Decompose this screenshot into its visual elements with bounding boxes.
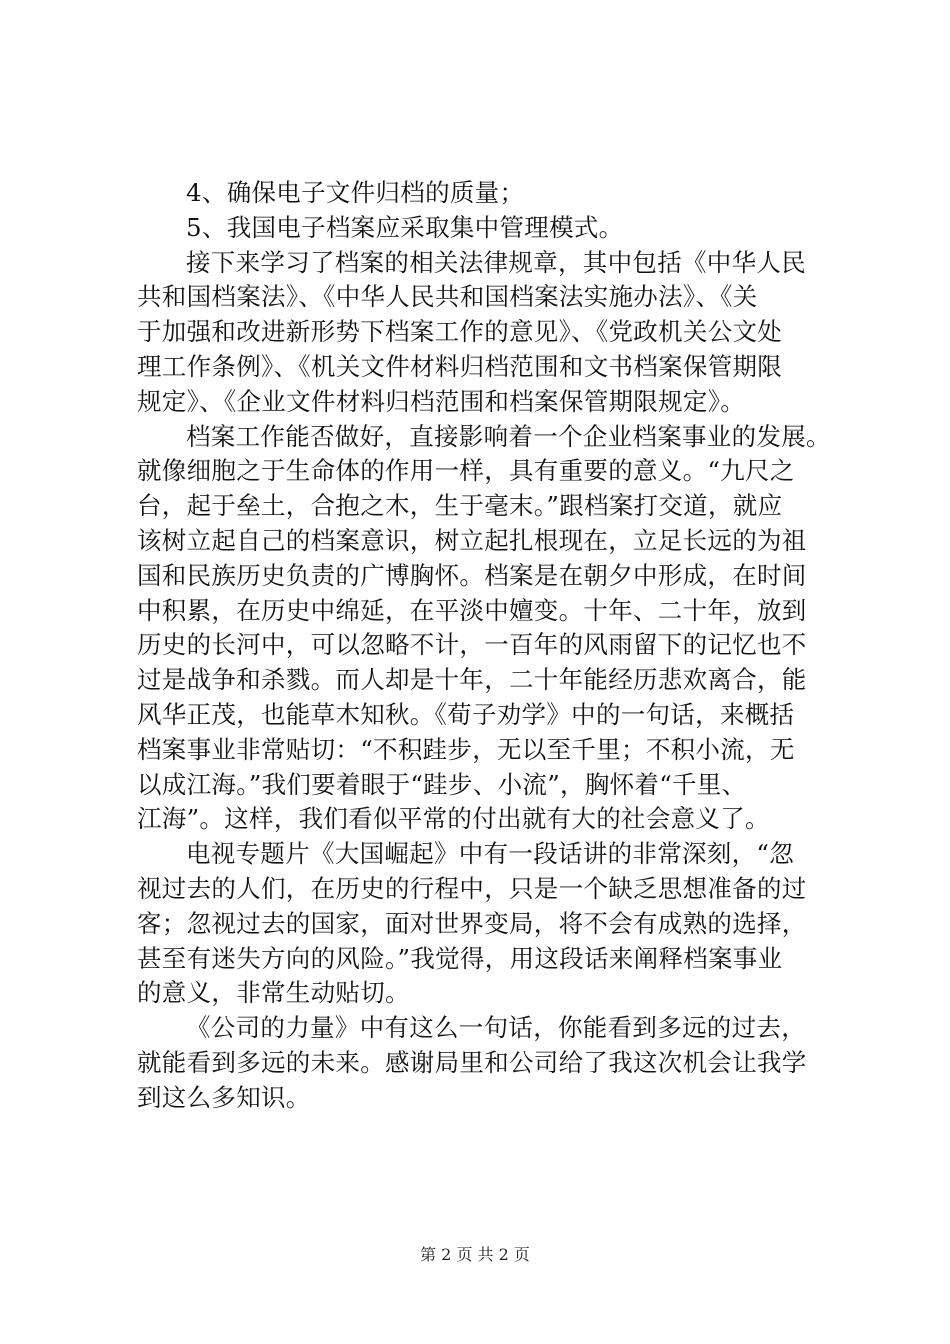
text-line: 规定》、《企业文件材料归档范围和档案保管期限规定》。: [137, 386, 746, 416]
text-line: 档案工作能否做好，直接影响着一个企业档案事业的发展。: [186, 421, 831, 451]
text-line: 4、确保电子文件归档的质量；: [186, 178, 525, 207]
text-line: 就能看到多远的未来。感谢局里和公司给了我这次机会让我学: [137, 1047, 807, 1077]
text-line: 甚至有迷失方向的风险。”我觉得，用这段话来阐释档案事业: [137, 943, 783, 973]
text-line: 的意义，非常生动贴切。: [137, 978, 410, 1008]
text-line: 客；忽视过去的国家，面对世界变局，将不会有成熟的选择，: [137, 908, 807, 938]
text-line: 接下来学习了档案的相关法律规章，其中包括《中华人民: [186, 247, 806, 277]
text-line: 就像细胞之于生命体的作用一样，具有重要的意义。“九尺之: [137, 456, 795, 486]
text-line: 档案事业非常贴切：“不积跬步，无以至千里；不积小流，无: [137, 734, 795, 764]
text-line: 以成江海。”我们要着眼于“跬步、小流”，胸怀着“千里、: [137, 769, 747, 799]
text-line: 风华正茂，也能草木知秋。《荀子劝学》中的一句话，来概括: [137, 699, 795, 729]
text-line: 到这么多知识。: [137, 1082, 311, 1112]
text-line: 视过去的人们，在历史的行程中，只是一个缺乏思想准备的过: [137, 873, 807, 903]
text-line: 理工作条例》、《机关文件材料归档范围和文书档案保管期限: [137, 351, 783, 381]
text-line: 该树立起自己的档案意识，树立起扎根现在，立足长远的为祖: [137, 525, 807, 555]
text-line: 《公司的力量》中有这么一句话，你能看到多远的过去，: [186, 1013, 806, 1043]
text-line: 国和民族历史负责的广博胸怀。档案是在朝夕中形成，在时间: [137, 560, 807, 590]
text-line: 于加强和改进新形势下档案工作的意见》、《党政机关公文处: [137, 317, 783, 347]
document-body: [137, 176, 837, 1116]
text-line: 台，起于垒土，合抱之木，生于毫末。”跟档案打交道，就应: [137, 491, 783, 521]
page-footer: 第 2 页 共 2 页: [420, 1245, 530, 1264]
text-line: 中积累，在历史中绵延，在平淡中嬗变。十年、二十年，放到: [137, 595, 807, 625]
text-line: 5、我国电子档案应采取集中管理模式。: [186, 212, 624, 242]
text-line: 电视专题片《大国崛起》中有一段话讲的非常深刻，“忽: [186, 839, 795, 869]
text-line: 过是战争和杀戮。而人却是十年，二十年能经历悲欢离合，能: [137, 665, 807, 695]
text-line: 江海”。这样，我们看似平常的付出就有大的社会意义了。: [137, 804, 770, 834]
text-line: 共和国档案法》、《中华人民共和国档案法实施办法》、《关: [137, 282, 758, 312]
text-line: 历史的长河中，可以忽略不计，一百年的风雨留下的记忆也不: [137, 630, 807, 660]
